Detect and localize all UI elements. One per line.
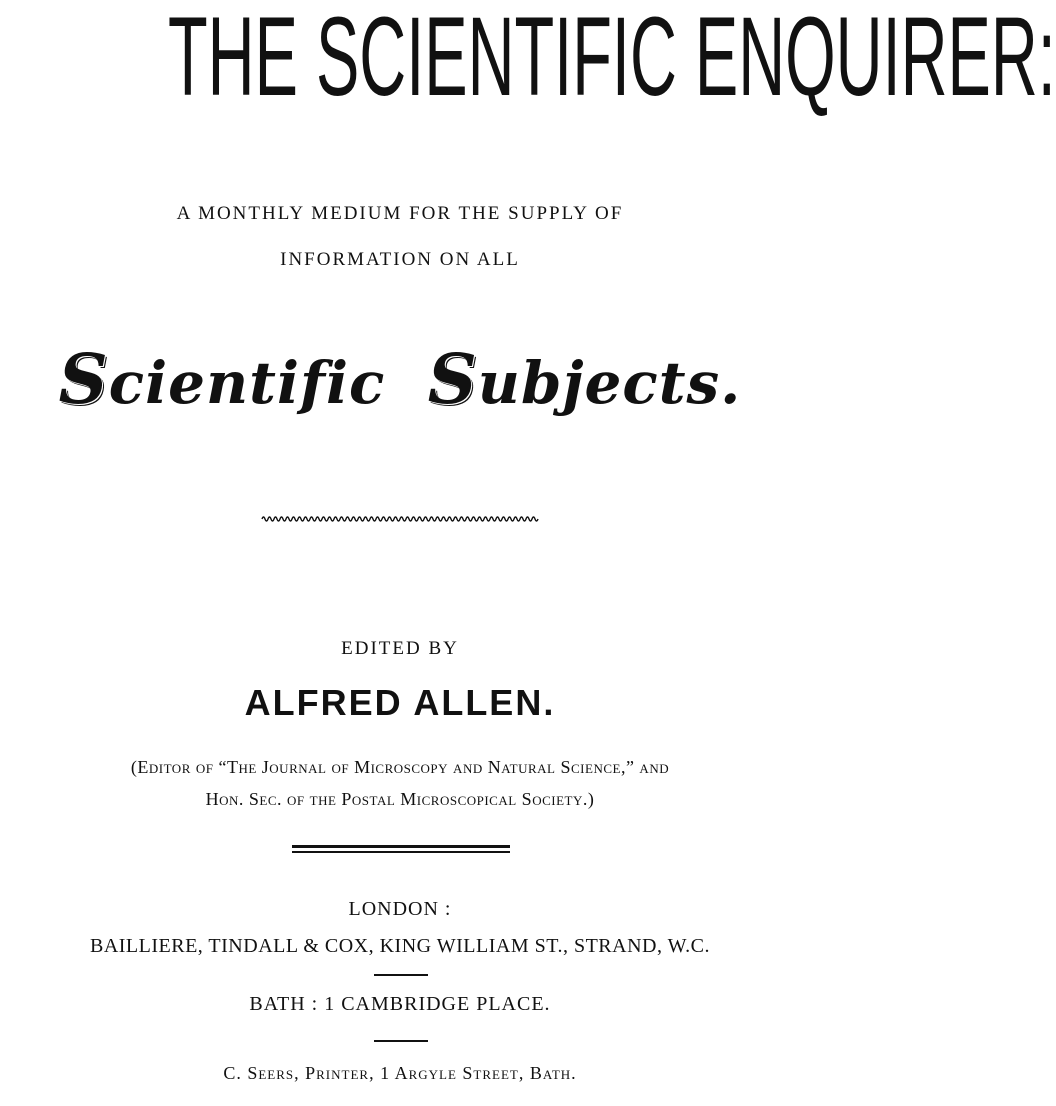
editor-role-line-2: Hon. Sec. of the Postal Microscopical Society.) bbox=[205, 789, 595, 809]
double-rule-divider bbox=[292, 845, 510, 856]
wavy-divider-ornament bbox=[262, 512, 538, 526]
decorative-title bbox=[0, 340, 800, 420]
imprint-bath-address: BATH : 1 CAMBRIDGE PLACE. bbox=[249, 993, 551, 1015]
decorative-capital-1: S bbox=[58, 340, 109, 420]
imprint-printer: C. Seers, Printer, 1 Argyle Street, Bath. bbox=[223, 1063, 577, 1083]
short-rule-1 bbox=[374, 974, 428, 976]
subtitle-line-1: A MONTHLY MEDIUM FOR THE SUPPLY OF bbox=[176, 203, 624, 224]
publication-title: THE SCIENTIFIC ENQUIRER: bbox=[168, 0, 1056, 119]
decorative-capital-2: S bbox=[427, 340, 478, 420]
decorative-word-2: ubjects. bbox=[477, 349, 742, 417]
decorative-word-1: cientific bbox=[108, 349, 386, 417]
imprint-city: LONDON : bbox=[348, 898, 452, 920]
subtitle-line-2: INFORMATION ON ALL bbox=[280, 249, 520, 270]
editor-role-line-1: (Editor of “The Journal of Microscopy and Natural Science,” and bbox=[130, 757, 670, 777]
edited-by-label: EDITED BY bbox=[341, 638, 459, 659]
short-rule-2 bbox=[374, 1040, 428, 1042]
editor-name: ALFRED ALLEN. bbox=[244, 682, 556, 723]
imprint-publisher: BAILLIERE, TINDALL & COX, KING WILLIAM ST., STRAND, W.C. bbox=[89, 935, 710, 957]
